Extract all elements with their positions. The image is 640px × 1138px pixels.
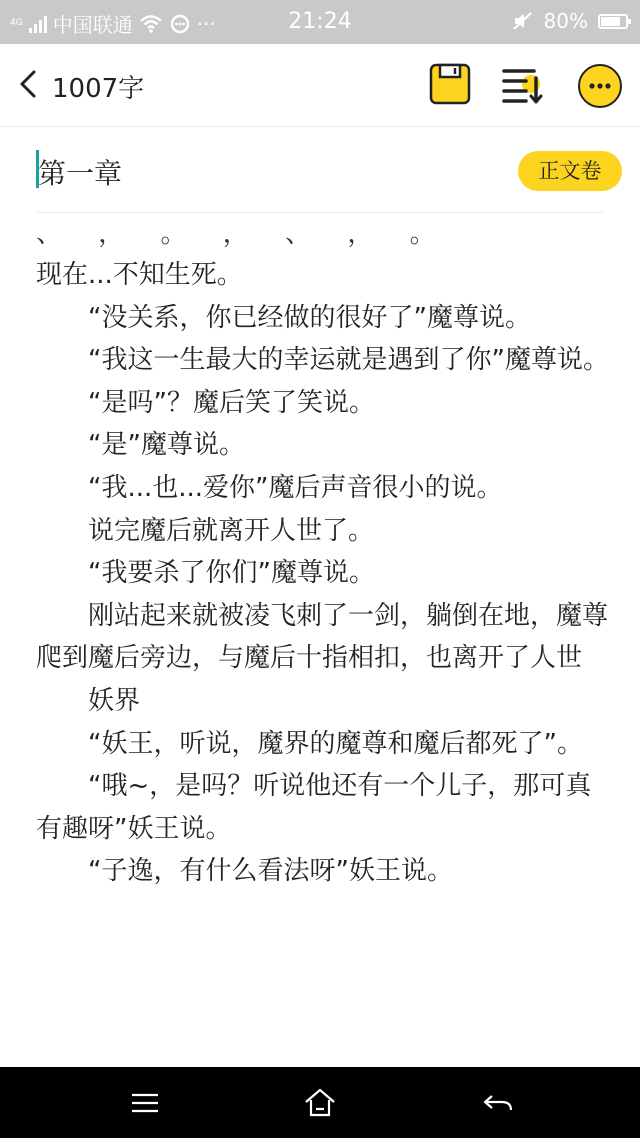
battery-fill [601, 17, 620, 26]
back-arrow-icon[interactable] [14, 66, 44, 102]
clipped-line-text: 、 ， 。 ， 、 ， 。 [36, 219, 450, 249]
paragraph: “没关系，你已经做的很好了”魔尊说。 [88, 302, 531, 333]
chapter-header [36, 126, 604, 213]
status-right [512, 9, 628, 33]
battery-percent: 80% [543, 9, 588, 33]
system-nav-bar [0, 1067, 640, 1138]
status-bar [0, 0, 640, 44]
paragraph: 说完魔后就离开人世了。 [88, 515, 375, 546]
clipped-text-line [36, 219, 596, 249]
chapter-list-icon[interactable] [500, 62, 544, 106]
chapter-title-input[interactable]: 第一章 [38, 157, 123, 190]
battery-icon [598, 14, 628, 29]
more-icon[interactable] [578, 64, 622, 108]
chapter-body-editor[interactable] [36, 212, 616, 1052]
home-icon[interactable] [302, 1085, 338, 1121]
paragraph: “我...也...爱你”魔后声音很小的说。 [88, 472, 503, 503]
network-type: 4G [10, 18, 23, 28]
paragraph: “妖王，听说，魔界的魔尊和魔后都死了”。 [88, 728, 583, 759]
overflow-dots-icon: ··· [196, 11, 216, 36]
menu-icon[interactable] [127, 1085, 163, 1121]
paragraph: “我要杀了你们”魔尊说。 [88, 558, 375, 589]
status-time: 21:24 [288, 9, 352, 34]
paragraph: “是”魔尊说。 [88, 430, 245, 461]
editor-toolbar [0, 44, 640, 127]
paragraph: 现在...不知生死。 [36, 260, 243, 290]
word-count: 1007字 [52, 74, 145, 104]
paragraph: “子逸，有什么看法呀”妖王说。 [88, 856, 453, 887]
paragraph: 刚站起来就被凌飞刺了一剑，躺倒在地，魔尊爬到魔后旁边，与魔后十指相扣，也离开了人世 [36, 600, 609, 674]
mute-icon [512, 11, 534, 31]
back-icon[interactable] [480, 1085, 516, 1121]
paragraph: 妖界 [88, 685, 141, 716]
paragraph: “我这一生最大的幸运就是遇到了你”魔尊说。 [88, 345, 609, 376]
paragraph: “哦~，是吗？听说他还有一个儿子，那可真有趣呀”妖王说。 [36, 771, 592, 844]
carrier-name: 中国联通 [52, 13, 133, 37]
paragraph: “是吗”？魔后笑了笑说。 [88, 387, 375, 418]
volume-button[interactable]: 正文卷 [518, 151, 622, 191]
paragraph-list [36, 254, 616, 893]
save-icon[interactable] [428, 62, 472, 106]
